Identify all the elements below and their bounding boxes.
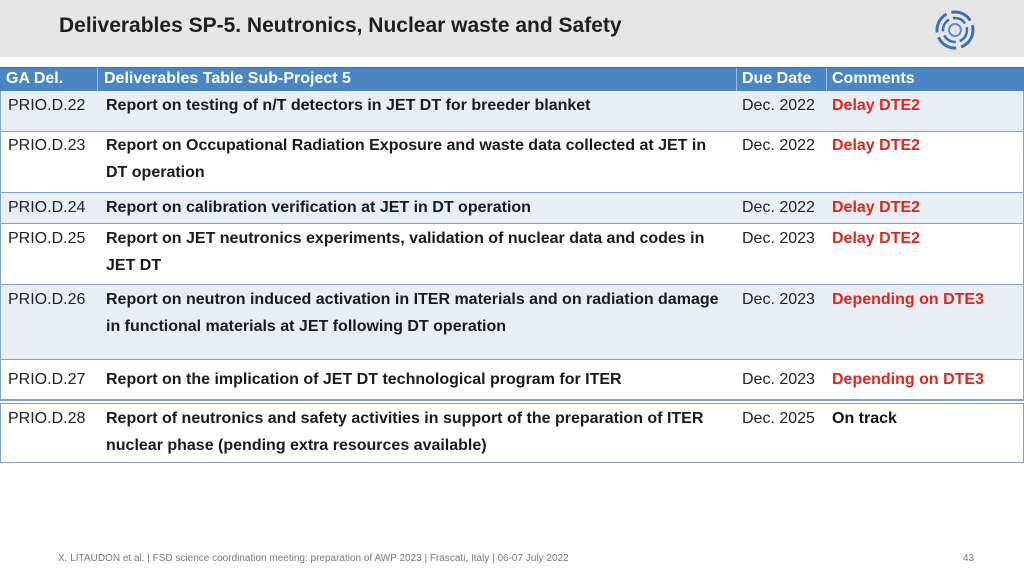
deliverable-description: Report on neutron induced activation in ITER materials and on radiation damage in functional materials at JET following DT operation xyxy=(106,291,719,335)
table-header-row xyxy=(0,67,1024,91)
status-comment: Depending on DTE3 xyxy=(832,371,984,388)
deliverable-id: PRIO.D.22 xyxy=(8,97,86,114)
column-header-comments: Comments xyxy=(832,70,915,87)
due-date: Dec. 2022 xyxy=(742,199,815,216)
due-date: Dec. 2025 xyxy=(742,410,815,427)
deliverable-description: Report on calibration verification at JET in DT operation xyxy=(106,199,531,216)
deliverable-id: PRIO.D.27 xyxy=(8,371,86,388)
slide-header xyxy=(0,0,1024,57)
fusion-ring-logo-icon xyxy=(934,9,976,51)
column-separator xyxy=(736,68,737,92)
table-row xyxy=(0,404,1024,463)
deliverable-description: Report on JET neutronics experiments, validation of nuclear data and codes in JET DT xyxy=(106,230,705,274)
slide-footer: X. LITAUDON et al. | FSD science coordination meeting: preparation of AWP 2023 | Frascati, Italy | 06-07 July 2022 xyxy=(58,553,569,564)
due-date: Dec. 2023 xyxy=(742,230,815,247)
deliverable-id: PRIO.D.26 xyxy=(8,291,86,308)
column-header-ga-del: GA Del. xyxy=(6,70,64,87)
due-date: Dec. 2022 xyxy=(742,97,815,114)
deliverable-description: Report on Occupational Radiation Exposure and waste data collected at JET in DT operation xyxy=(106,137,707,181)
table-row xyxy=(0,285,1024,360)
column-header-due-date: Due Date xyxy=(742,70,812,87)
table-row xyxy=(0,132,1024,193)
deliverable-id: PRIO.D.28 xyxy=(8,410,86,427)
status-comment: Delay DTE2 xyxy=(832,199,921,216)
deliverable-id: PRIO.D.23 xyxy=(8,137,86,154)
status-comment: Delay DTE2 xyxy=(832,230,921,247)
page-number: 43 xyxy=(963,553,975,564)
deliverable-description: Report on testing of n/T detectors in JET DT for breeder blanket xyxy=(106,97,591,114)
slide-title: Deliverables SP-5. Neutronics, Nuclear waste and Safety xyxy=(59,14,622,37)
status-comment: On track xyxy=(832,410,897,427)
status-comment: Delay DTE2 xyxy=(832,137,921,154)
column-separator xyxy=(826,68,827,92)
status-comment: Delay DTE2 xyxy=(832,97,921,114)
due-date: Dec. 2023 xyxy=(742,291,815,308)
column-header-deliverables: Deliverables Table Sub-Project 5 xyxy=(104,70,351,87)
deliverable-description: Report on the implication of JET DT technological program for ITER xyxy=(106,371,622,388)
table-row xyxy=(0,193,1024,224)
status-comment: Depending on DTE3 xyxy=(832,291,984,308)
deliverable-description: Report of neutronics and safety activities in support of the preparation of ITER nuclear phase (pending extra resources available) xyxy=(106,410,704,454)
deliverable-id: PRIO.D.25 xyxy=(8,230,86,247)
table-row xyxy=(0,224,1024,285)
column-separator xyxy=(97,68,98,92)
deliverable-id: PRIO.D.24 xyxy=(8,199,86,216)
due-date: Dec. 2022 xyxy=(742,137,815,154)
table-row xyxy=(0,360,1024,400)
due-date: Dec. 2023 xyxy=(742,371,815,388)
table-row xyxy=(0,91,1024,132)
